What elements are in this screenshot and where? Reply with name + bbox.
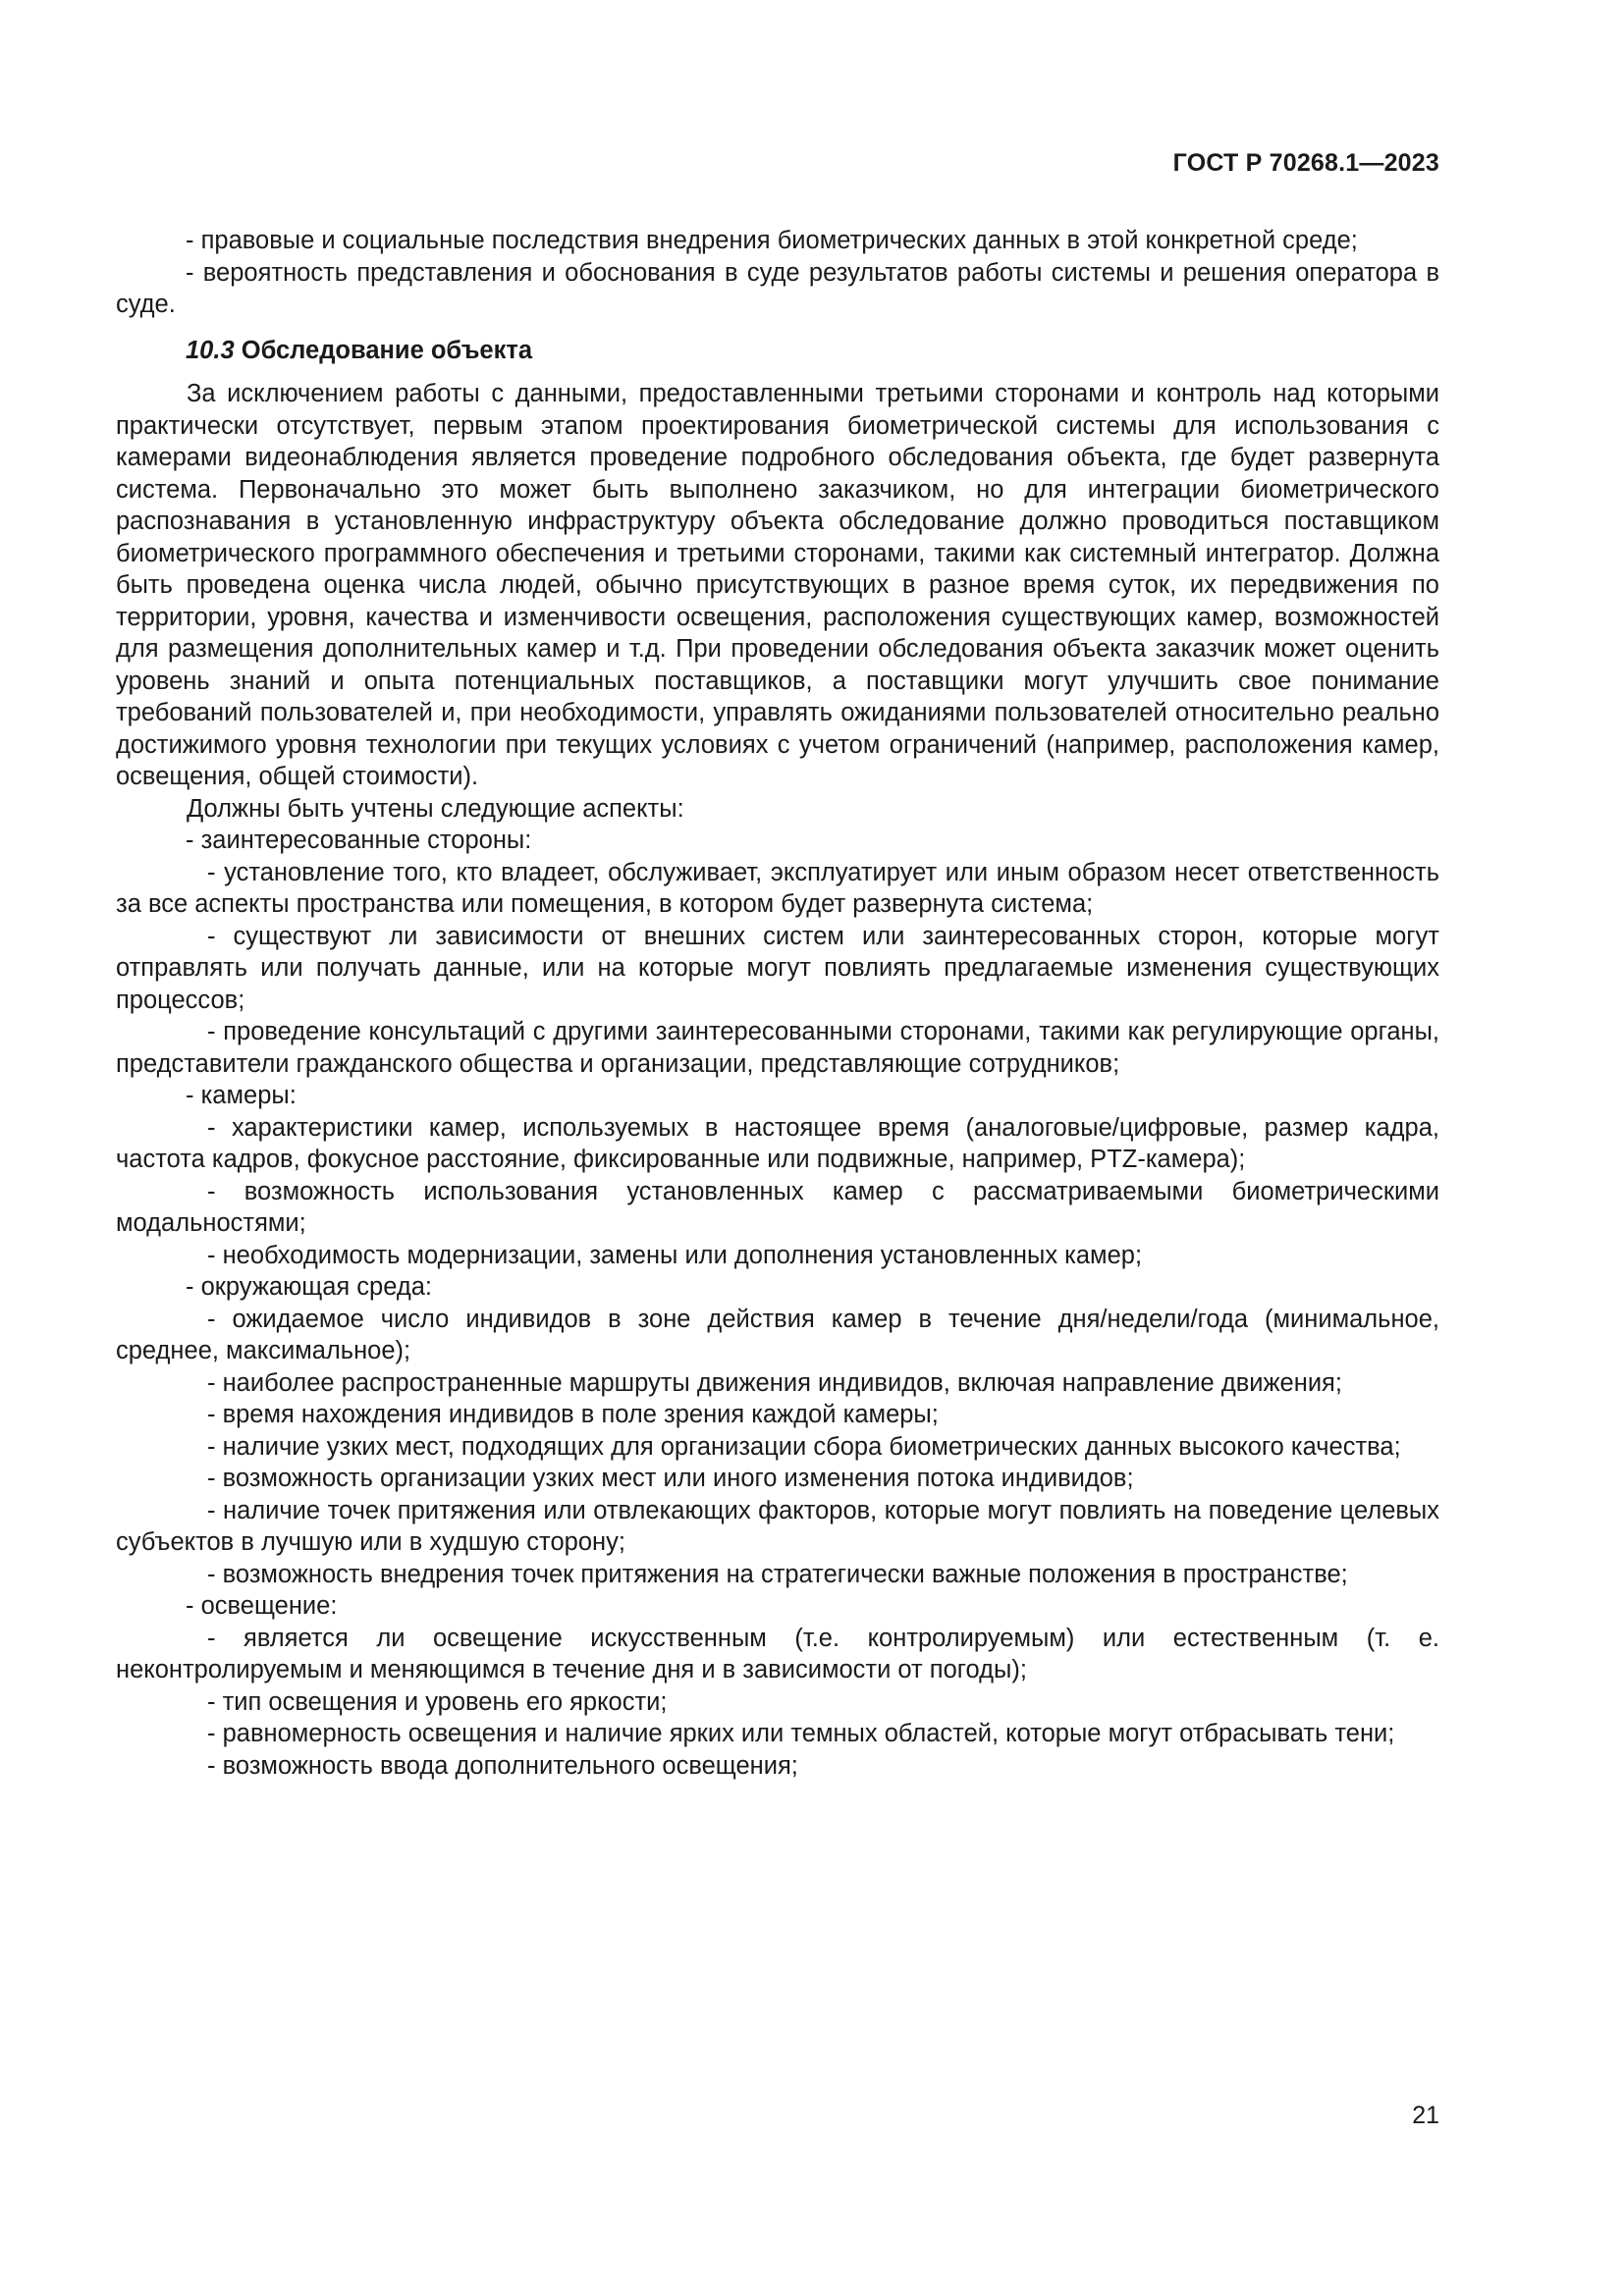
list-item: - существуют ли зависимости от внешних систем или заинтересованных сторон, которые могут отправлять или получать данные, или на которые могут повлиять предлагаемые изменения существующих процессов; bbox=[116, 922, 1439, 1014]
list-item: - наличие узких мест, подходящих для организации сбора биометрических данных высокого качества; bbox=[207, 1432, 1401, 1461]
group-label-environment: - окружающая среда: bbox=[186, 1273, 432, 1301]
list-item: - возможность ввода дополнительного освещения; bbox=[207, 1751, 798, 1780]
list-item: - тип освещения и уровень его яркости; bbox=[207, 1687, 668, 1716]
list-item: - равномерность освещения и наличие ярких или темных областей, которые могут отбрасывать тени; bbox=[207, 1720, 1395, 1747]
page-content bbox=[116, 225, 1439, 1782]
list-item: - установление того, кто владеет, обслуживает, эксплуатирует или иным образом несет ответственность за все аспекты пространства или помещения, в котором будет развернута система; bbox=[116, 858, 1439, 918]
intro-item: - правовые и социальные последствия внедрения биометрических данных в этой конкретной среде; bbox=[186, 227, 1358, 254]
list-item: - возможность внедрения точек притяжения на стратегически важные положения в пространстве; bbox=[207, 1560, 1348, 1588]
aspects-intro: Должны быть учтены следующие аспекты: bbox=[187, 794, 684, 823]
list-item: - ожидаемое число индивидов в зоне действия камер в течение дня/недели/года (минимальное, среднее, максимальное); bbox=[116, 1305, 1439, 1364]
document-code: ГОСТ Р 70268.1—2023 bbox=[1172, 149, 1439, 177]
list-item: - время нахождения индивидов в поле зрения каждой камеры; bbox=[207, 1401, 939, 1428]
group-label-stakeholders: - заинтересованные стороны: bbox=[186, 827, 532, 854]
list-item: - необходимость модернизации, замены или дополнения установленных камер; bbox=[207, 1241, 1143, 1269]
list-item: - является ли освещение искусственным (т.е. контролируемым) или естественным (т. е. неконтролируемым и меняющимся в течение дня и в зависимости от погоды); bbox=[116, 1624, 1439, 1683]
section-heading bbox=[116, 335, 1439, 367]
group-label-cameras: - камеры: bbox=[186, 1082, 297, 1109]
group-label-lighting: - освещение: bbox=[186, 1592, 338, 1620]
section-number: 10.3 bbox=[186, 336, 235, 364]
body-paragraph: За исключением работы с данными, предоставленными третьими сторонами и контроль над которыми практически отсутствует, первым этапом проектирования биометрической системы для использования с камерами видеонаблюдения является проведение подробного обследования объекта, где будет развернута система. Первоначально это может быть выполнено заказчиком, но для интеграции биометрического распознавания в установленную инфраструктуру объекта обследование должно проводиться поставщиком биометрического программного обеспечения и третьими сторонами, такими как системный интегратор. Должна быть проведена оценка числа людей, обычно присутствующих в разное время суток, их передвижения по территории, уровня, качества и изменчивости освещения, расположения существующих камер, возможностей для размещения дополнительных камер и т.д. При проведении обследования объекта заказчик может оценить уровень знаний и опыта потенциальных поставщиков, а поставщики могут улучшить свое понимание требований пользователей и, при необходимости, управлять ожиданиями пользователей относительно реально достижимого уровня технологии при текущих условиях с учетом ограничений (например, расположения камер, освещения, общей стоимости). bbox=[116, 380, 1439, 790]
list-item: - возможность использования установленных камер с рассматриваемыми биометрическими модальностями; bbox=[116, 1177, 1439, 1237]
list-item: - наиболее распространенные маршруты движения индивидов, включая направление движения; bbox=[207, 1368, 1342, 1397]
list-item: - возможность организации узких мест или иного изменения потока индивидов; bbox=[207, 1465, 1134, 1492]
list-item: - наличие точек притяжения или отвлекающих факторов, которые могут повлиять на поведение целевых субъектов в лучшую или в худшую сторону; bbox=[116, 1496, 1439, 1556]
intro-item: - вероятность представления и обоснования в суде результатов работы системы и решения оператора в суде. bbox=[116, 258, 1439, 318]
page-number: 21 bbox=[1412, 2102, 1439, 2129]
list-item: - характеристики камер, используемых в настоящее время (аналоговые/цифровые, размер кадра, частота кадров, фокусное расстояние, фиксированные или подвижные, например, PTZ-камера); bbox=[116, 1113, 1439, 1173]
list-item: - проведение консультаций с другими заинтересованными сторонами, такими как регулирующие органы, представители гражданского общества и организации, представляющие сотрудников; bbox=[116, 1018, 1439, 1078]
section-title: Обследование объекта bbox=[241, 336, 533, 364]
